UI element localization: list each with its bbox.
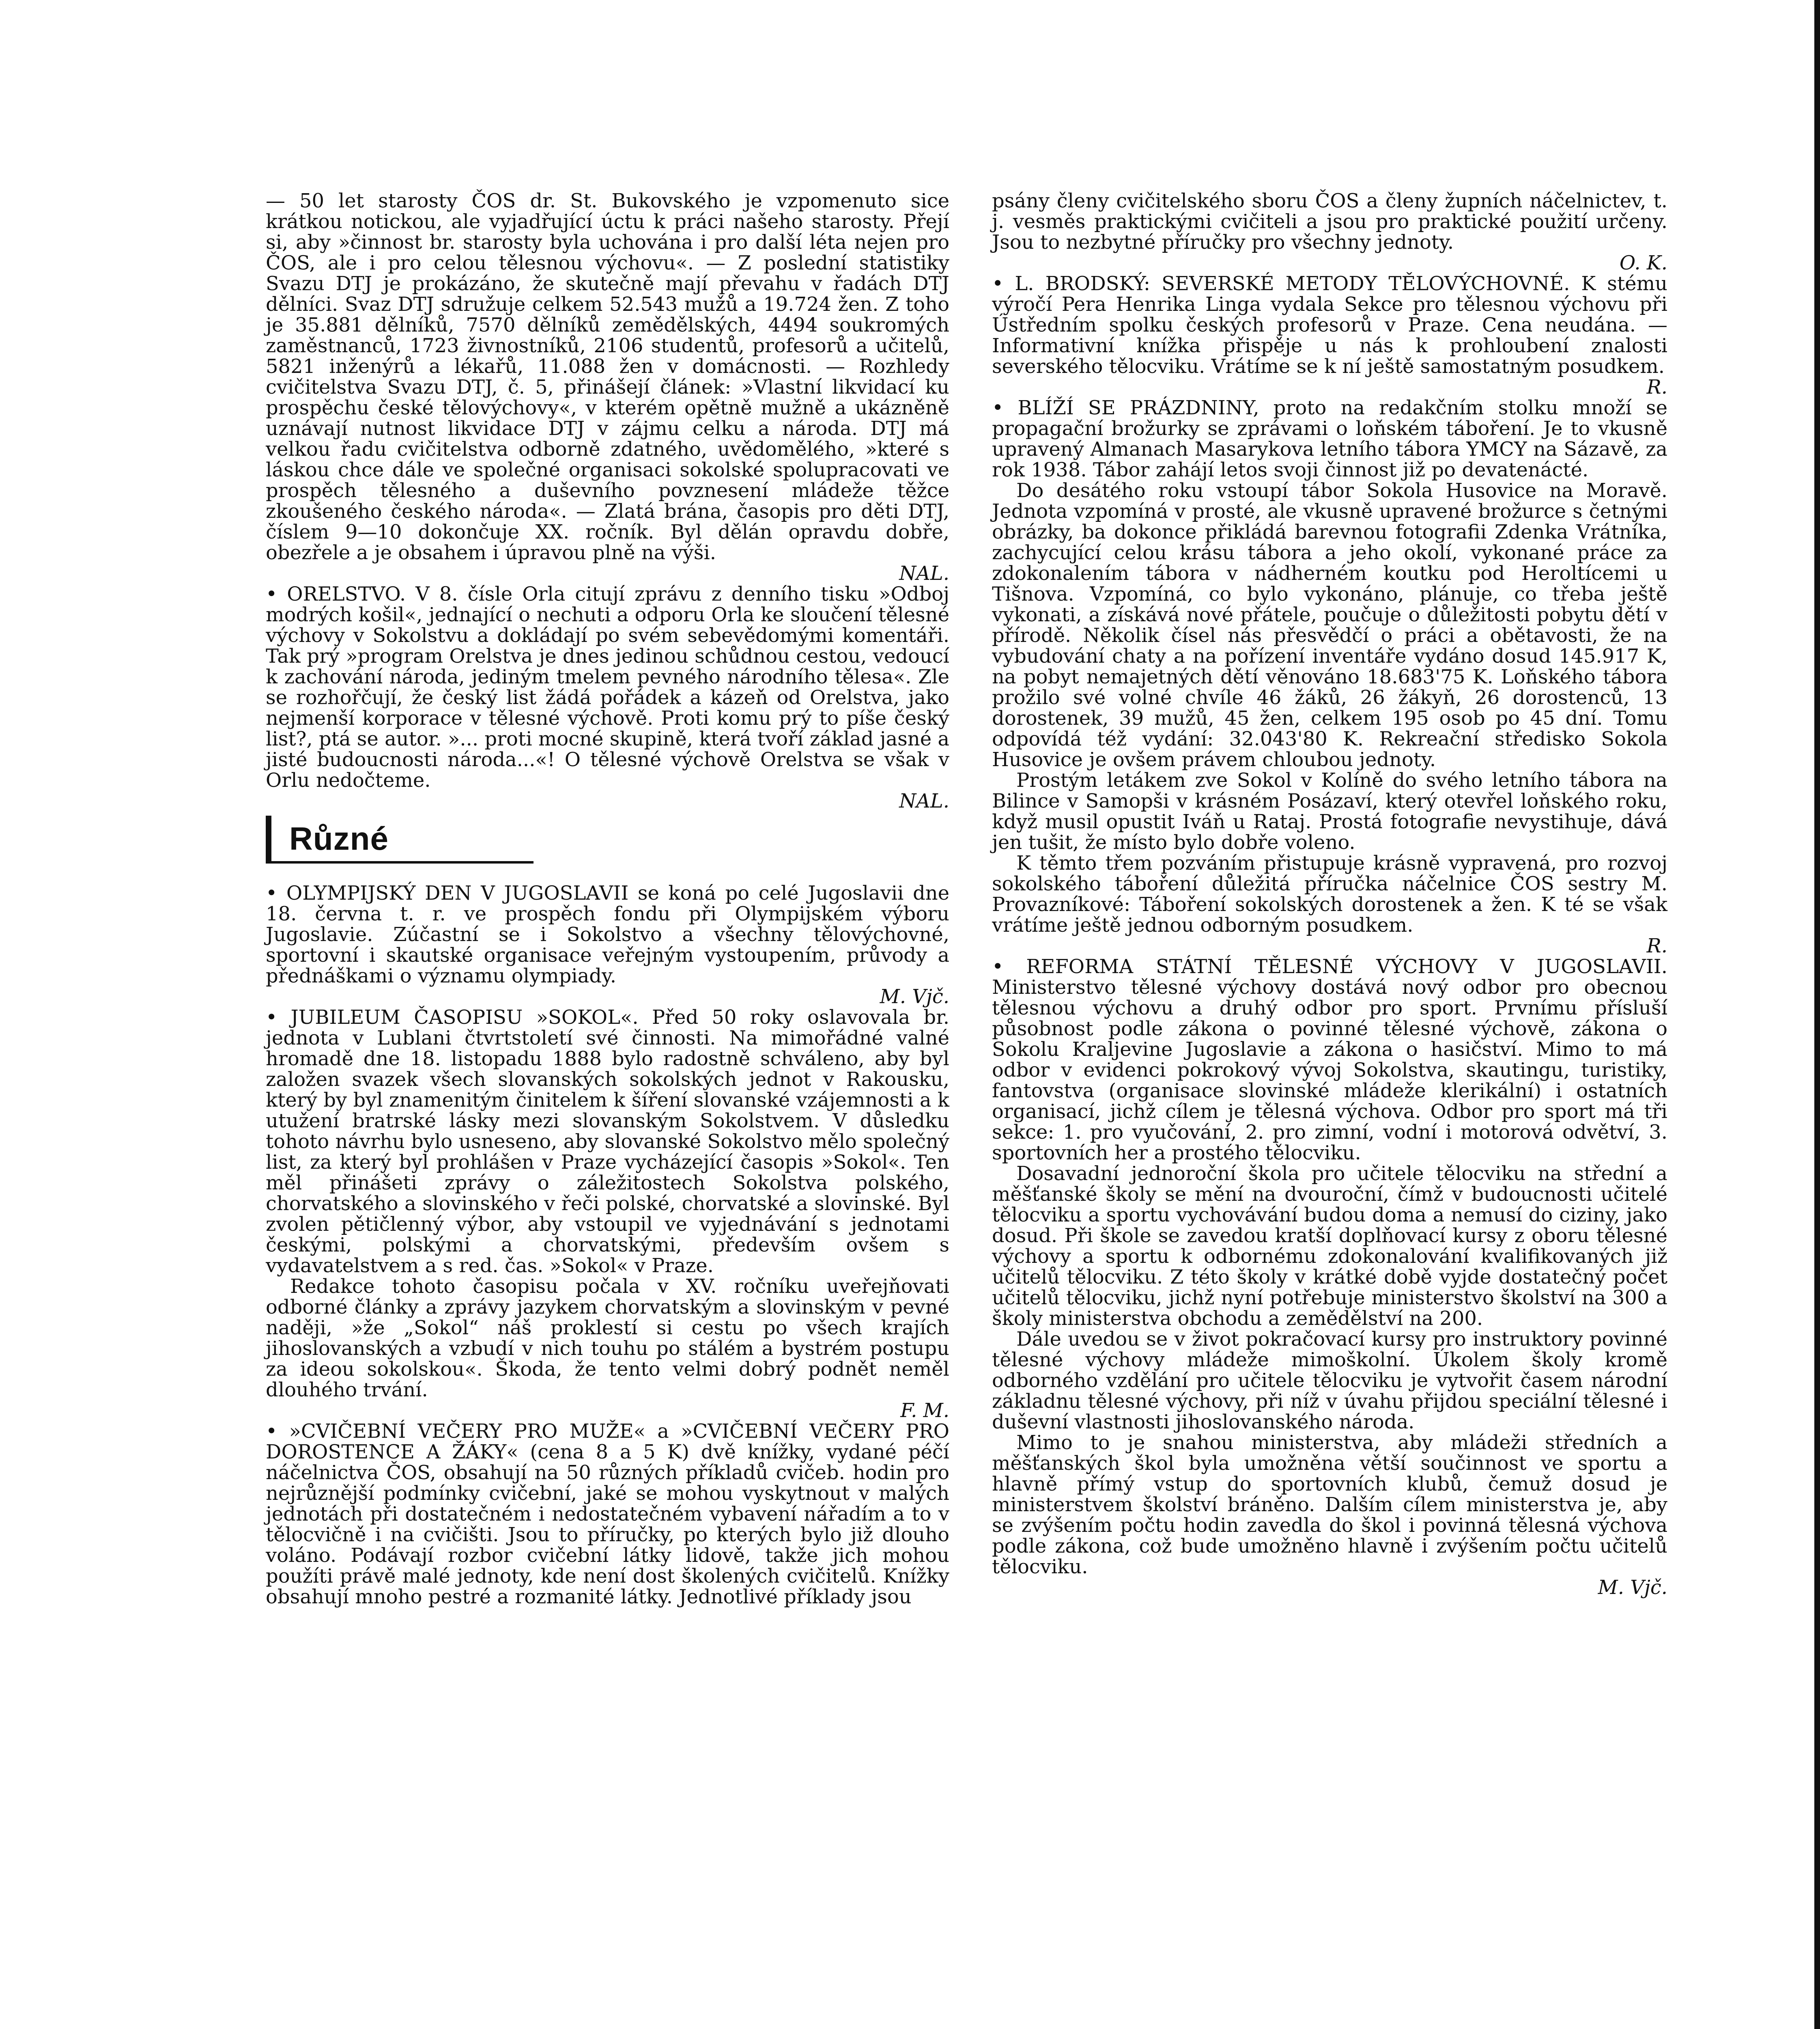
signature-mvjc-1: M. Vjč. [880, 985, 949, 1008]
kolin-text: Prostým letákem zve Sokol v Kolíně do svého letního tábora na Bilince v Samopši v krásném Posázaví, který otevřel loňského roku, když musil opustit Iváň u Rataj. Prostá fotografie nevystihuje, dává jen tušit, že místo bylo dobře voleno. [992, 769, 1667, 854]
brodsky-text: • L. BRODSKÝ: SEVERSKÉ METODY TĚLOVÝCHOVNÉ. K stému výročí Pera Henrika Linga vydala Sekce pro tělesnou výchovu při Ústředním spolku českých profesorů v Praze. Cena neudána. — Informativní knížka přispěje u nás k prohloubení znalosti severského tělocviku. Vrátíme se k ní ještě samostatným posudkem. [992, 272, 1667, 378]
signature-r-1: R. [1646, 376, 1667, 398]
orelstvo-text: • ORELSTVO. V 8. čísle Orla citují zprávu z denního tisku »Odboj modrých košil«, jednající o nechuti a odporu Orla ke sloučení tělesné výchovy v Sokolstvu a dokládají po svém sebevědomými komentáři. Tak prý »program Orelstva je dnes jedinou schůdnou cestou, vedoucí k zachování národa, jediným tmelem pevného národního tělesa«. Zle se rozhořčují, že český list žádá pořádek a kázeň od Orelstva, jako nejmenší korporace v tělesné výchově. Proti komu prý to píše český list?, ptá se autor. »... proti mocné skupině, která tvoří základ jasné a jisté budoucnosti národa...«! O tělesné výchově Orelstva se však v Orlu nedočteme. [266, 583, 949, 792]
signature-nal-1: NAL. [899, 562, 949, 585]
olympic-day-text: • OLYMPIJSKÝ DEN V JUGOSLAVII se koná po celé Jugoslavii dne 18. června t. r. ve prospěch fondu při Olympijském výboru Jugoslavie. Zúčastní se i Sokolstvo a všechny tělovýchovné, sportovní i skautské organisace veřejným vystoupením, průvody a přednáškami o významu olympiady. [266, 882, 949, 987]
holidays-text: • BLÍŽÍ SE PRÁZDNINY, proto na redakčním stolku množí se propagační brožurky se zprávami o loňském táboření. Je to vkusně upravený Almanach Masarykova letního tábora YMCY na Sázavě, za rok 1938. Tábor zahájí letos svoji činnost již po devatenácté. [992, 396, 1667, 481]
courses-text: Dále uvedou se v život pokračovací kursy pro instruktory povinné tělesné výchovy mládeže mimoškolní. Úkolem školy kromě odborného vzdělání pro učitele tělocviku je vytvořit časem národní základnu tělesné výchovy, při níž v úvahu přijdou speciální tělesné i duševní vlastnosti jihoslovanského národa. [992, 1328, 1667, 1433]
exercise-evenings-paragraph [266, 1421, 949, 1607]
signature-r-2: R. [1646, 935, 1667, 957]
brodsky-paragraph [992, 274, 1667, 398]
kolin-paragraph [992, 770, 1667, 853]
ministry-paragraph [992, 1432, 1667, 1598]
section-heading-razne [266, 816, 534, 864]
section-title: Různé [289, 820, 389, 857]
reform-text: • REFORMA STÁTNÍ TĚLESNÉ VÝCHOVY V JUGOSLAVII. Ministerstvo tělesné výchovy dostává nový odbor pro obecnou tělesnou výchovu a druhý odbor pro sport. Prvnímu přísluší působnost podle zákona o povinné tělesné výchově, zákona o Sokolu Kraljevine Jugoslavie a zákona o hasičství. Mimo to má odbor v evidenci pokrokový vývoj Sokolstva, skautingu, turistiky, fantovstva (organisace slovinské mládeže klerikální) i ostatních organisací, jichž cílem je tělesná výchova. Odbor pro sport má tři sekce: 1. pro vyučování, 2. pro zimní, vodní i motorová odvětví, 3. sportovních her a prostého tělocviku. [992, 955, 1667, 1164]
courses-paragraph [992, 1329, 1667, 1432]
school-paragraph [992, 1163, 1667, 1329]
signature-fm: F. M. [900, 1399, 949, 1422]
signature-mvjc-2: M. Vjč. [1598, 1576, 1667, 1599]
dtj-paragraph [266, 191, 949, 584]
sokol-jubilee-paragraph [266, 1007, 949, 1276]
signature-nal-2: NAL. [899, 790, 949, 812]
editorial-text: Redakce tohoto časopisu počala v XV. ročníku uveřejňovati odborné články a zprávy jazykem chorvatským a slovinským v pevné naději, »že „Sokol“ náš proklestí si cestu po všech krajích jihoslovanských a vzbudí v nich touhu po stálém a bystrém postupu za ideou sokolskou«. Škoda, že tento velmi dobrý podnět neměl dlouhého trvání. [266, 1275, 949, 1401]
provaznikova-paragraph [992, 853, 1667, 956]
left-column [266, 191, 949, 1607]
provaznikova-text: K těmto třem pozváním přistupuje krásně vypravená, pro rozvoj sokolského táboření důležitá příručka náčelnice ČOS sestry M. Provazníkové: Táboření sokolských dorostenek a žen. K té se však vrátíme ještě jednou odborným posudkem. [992, 852, 1667, 937]
continuation-text: psány členy cvičitelského sboru ČOS a členy župních náčelnictev, t. j. vesměs praktickými cvičiteli a jsou pro praktické použití určeny. Jsou to nezbytné příručky pro všechny jednoty. [992, 190, 1667, 254]
ministry-text: Mimo to je snahou ministerstva, aby mládeži středních a měšťanských škol byla umožněna větší součinnost ve sportu a hlavně přímý vstup do sportovních klubů, čemuž dosud je ministerstvem školství bráněno. Dalším cílem ministerstva je, aby se zvýšením počtu hodin zavedla do škol i povinná tělesná výchova podle zákona, což bude umožněno hlavně i zvýšením počtu učitelů tělocviku. [992, 1431, 1667, 1578]
exercise-evenings-text: • »CVIČEBNÍ VEČERY PRO MUŽE« a »CVIČEBNÍ VEČERY PRO DOROSTENCE A ŽÁKY« (cena 8 a 5 K) dvě knížky, vydané péčí náčelnictva ČOS, obsahují na 50 různých příkladů cvičeb. hodin pro nejrůznější podmínky cvičební, jaké se mohou vyskytnout v malých jednotách při dostatečném i nedostatečném vybavení nářadím a to v tělocvičně i na cvičišti. Jsou to příručky, po kterých bylo již dlouho voláno. Podávají rozbor cvičební látky lidově, takže jich mohou použíti právě malé jednoty, kde není dost školených cvičitelů. Knížky obsahují mnoho pestré a rozmanité látky. Jednotlivé příklady jsou [266, 1420, 949, 1608]
signature-ok: O. K. [1619, 252, 1667, 274]
reform-paragraph [992, 956, 1667, 1163]
dtj-text: — 50 let starosty ČOS dr. St. Bukovského je vzpomenuto sice krátkou notickou, ale vyjadřující úctu k práci našeho starosty. Přejí si, aby »činnost br. starosty byla uchována i pro další léta nejen pro ČOS, ale i pro celou tělesnou výchovu«. — Z poslední statistiky Svazu DTJ je prokázáno, že skutečně mají převahu v řadách DTJ dělníci. Svaz DTJ sdružuje celkem 52.543 mužů a 19.724 žen. Z toho je 35.881 dělníků, 7570 dělníků zemědělských, 4494 soukromých zaměstnanců, 1723 živnostníků, 2106 studentů, profesorů a učitelů, 5821 inženýrů a lékařů, 11.088 žen v domácnosti. — Rozhledy cvičitelstva Svazu DTJ, č. 5, přinášejí článek: »Vlastní likvidací ku prospěchu české tělovýchovy«, v kterém opětně mužně a ukázněně uznávají nutnost likvidace DTJ v zájmu celku a národa. DTJ má velkou řadu cvičitelstva odborně zdatného, uvědomělého, »které s láskou chce dále ve společné organisaci sokolské spolupracovati ve prospěch tělesného a duševního povznesení mládeže těžce zkoušeného českého národa«. — Zlatá brána, časopis pro děti DTJ, číslem 9—10 dokončuje XX. ročník. Byl dělán opravdu dobře, obezřele a je obsahem i úpravou plně na výši. [266, 190, 949, 564]
orelstvo-paragraph [266, 584, 949, 812]
husovice-text: Do desátého roku vstoupí tábor Sokola Husovice na Moravě. Jednota vzpomíná v prosté, ale vkusně upravené brožurce s četnými obrázky, ba dokonce přikládá barevnou fotografii Zdenka Vrátníka, zachycující celou krásu tábora a jeho okolí, vykonané práce za zdokonalením tábora v nádherném koutku pod Heroltícemi u Tišnova. Vzpomíná, co bylo vykonáno, plánuje, co třeba ještě vykonati, a získává nové přátele, poučuje o důležitosti pobytu dětí v přírodě. Několik čísel nás přesvědčí o práci a obětavosti, že na vybudování chaty a na pořízení inventáře vydáno dosud 145.917 K, na pobyt nemajetných dětí věnováno 18.683'75 K. Loňského tábora prožilo své volné chvíle 46 žáků, 26 žákyň, 26 dorostenců, 13 dorostenek, 39 mužů, 45 žen, celkem 195 osob po 45 dní. Tomu odpovídá též vydání: 32.043'80 K. Rekreační středisko Sokola Husovice je ovšem právem chloubou jednoty. [992, 479, 1667, 771]
continuation-paragraph [992, 191, 1667, 274]
olympic-day-paragraph [266, 883, 949, 1007]
right-column [992, 191, 1667, 1598]
editorial-paragraph [266, 1276, 949, 1421]
husovice-paragraph [992, 480, 1667, 770]
holidays-paragraph [992, 398, 1667, 480]
scan-border-right [1814, 0, 1820, 2029]
sokol-jubilee-text: • JUBILEUM ČASOPISU »SOKOL«. Před 50 roky oslavovala br. jednota v Lublani čtvrtstoletí své činnosti. Na mimořádné valné hromadě dne 18. listopadu 1888 bylo radostně schváleno, aby byl založen svazek všech slovanských sokolských jednot v Rakousku, který by byl znamenitým činitelem k šíření slovanské vzájemnosti a k utužení bratrské lásky mezi slovanským Sokolstvem. V důsledku tohoto návrhu bylo usneseno, aby slovanské Sokolstvo mělo společný list, za který byl prohlášen v Praze vycházející časopis »Sokol«. Ten měl přinášeti zprávy o záležitostech Sokolstva polského, chorvatského a slovinského v řeči polské, chorvatské a slovinské. Byl zvolen pětičlenný výbor, aby vstoupil ve vyjednávání s jednotami českými, polskými a chorvatskými, především ovšem s vydavatelstvem a s red. čas. »Sokol« v Praze. [266, 1006, 950, 1277]
school-text: Dosavadní jednoroční škola pro učitele tělocviku na střední a měšťanské školy se mění na dvouroční, čímž v budoucnosti učitelé tělocviku a sportu vychovávání budou doma a nemusí do ciziny, jako dosud. Při škole se zavedou kratší doplňovací kursy z oboru tělesné výchovy a sportu k odbornému zdokonalování kvalifikovaných již učitelů tělocviku. Z této školy v krátké době vyjde dostatečný počet učitelů tělocviku, jichž nyní potřebuje ministerstvo školství na 300 a školy ministerstva obchodu a zemědělství na 200. [992, 1162, 1667, 1330]
